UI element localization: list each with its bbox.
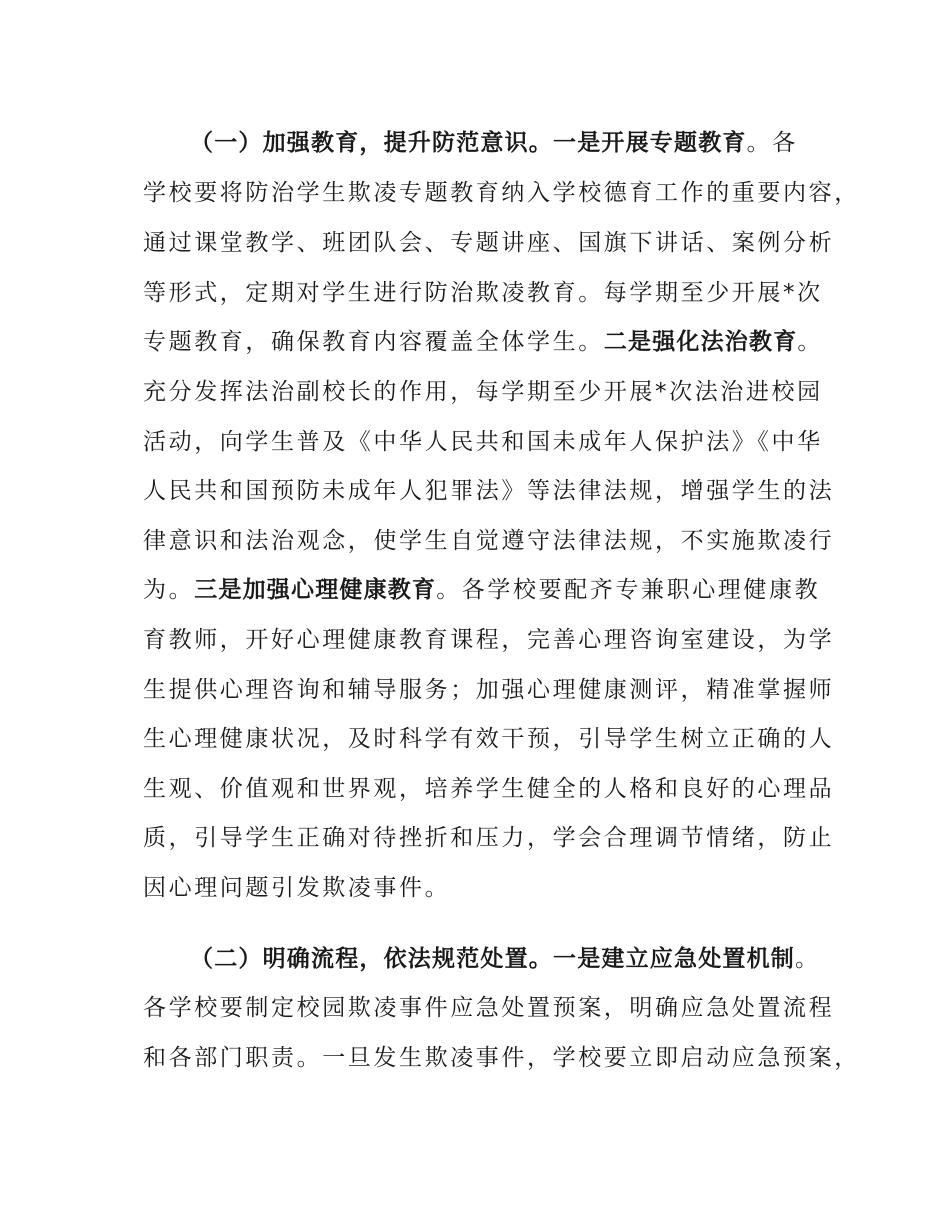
paragraph-1-line-7 [143, 425, 833, 459]
section-heading-1: （一）加强教育，提升防范意识。 [190, 130, 553, 156]
text-run: 生提供心理咨询和辅导服务；加强心理健康测评，精准掌握师 [143, 677, 835, 703]
paragraph-1-line-6 [143, 375, 833, 409]
text-run: 充分发挥法治副校长的作用，每学期至少开展*次法治进校园 [143, 379, 823, 405]
text-run: 育教师，开好心理健康教育课程，完善心理咨询室建设，为学 [143, 627, 835, 653]
text-run: 因心理问题引发欺凌事件。 [143, 875, 451, 901]
paragraph-1-line-1 [190, 126, 830, 160]
text-run: 活动，向学生普及《中华人民共和国未成年人保护法》《中华 [143, 429, 823, 455]
text-run: 质，引导学生正确对待挫折和压力，学会合理调节情绪，防止 [143, 825, 835, 851]
text-run: 和各部门职责。一旦发生欺凌事件，学校要立即启动应急预案， [143, 1045, 860, 1071]
sub-heading-3: 三是加强心理健康教育 [194, 577, 437, 603]
text-run: 通过课堂教学、班团队会、专题讲座、国旗下讲话、案例分析 [143, 230, 835, 256]
text-run: 。 [795, 946, 821, 972]
paragraph-1-line-10 [143, 573, 833, 607]
paragraph-1-line-16 [143, 871, 833, 905]
paragraph-2-line-1 [190, 942, 830, 976]
sub-heading-4: 一是建立应急处置机制 [553, 946, 795, 972]
text-run: 。 [797, 329, 824, 355]
paragraph-1-line-8 [143, 474, 833, 508]
paragraph-1-line-12 [143, 673, 833, 707]
text-run: 人民共和国预防未成年人犯罪法》等法律法规，增强学生的法 [143, 478, 835, 504]
paragraph-1-line-9 [143, 524, 833, 558]
paragraph-1-line-3 [143, 226, 833, 260]
text-run: 律意识和法治观念，使学生自觉遵守法律法规，不实施欺凌行 [143, 528, 835, 554]
text-run: 专题教育，确保教育内容覆盖全体学生。 [143, 329, 604, 355]
text-run: 等形式，定期对学生进行防治欺凌教育。每学期至少开展*次 [143, 280, 823, 306]
section-heading-2: （二）明确流程，依法规范处置。 [190, 946, 553, 972]
text-run: 生观、价值观和世界观，培养学生健全的人格和良好的心理品 [143, 776, 835, 802]
paragraph-2-line-3 [143, 1041, 860, 1075]
paragraph-1-line-5 [143, 325, 833, 359]
paragraph-1-line-2 [143, 176, 860, 210]
text-run: 各学校要制定校园欺凌事件应急处置预案，明确应急处置流程 [143, 995, 835, 1021]
text-run: 。各 [746, 130, 798, 156]
paragraph-1-line-13 [143, 722, 833, 756]
text-run: 。各学校要配齐专兼职心理健康教 [436, 577, 821, 603]
text-run: 为。 [143, 577, 195, 603]
paragraph-2-line-2 [143, 991, 833, 1025]
text-run: 生心理健康状况，及时科学有效干预，引导学生树立正确的人 [143, 726, 835, 752]
paragraph-1-line-15 [143, 821, 833, 855]
text-run: 学校要将防治学生欺凌专题教育纳入学校德育工作的重要内容， [143, 180, 860, 206]
paragraph-1-line-11 [143, 623, 833, 657]
sub-heading-2: 二是强化法治教育 [603, 329, 798, 355]
sub-heading-1: 一是开展专题教育 [553, 130, 747, 156]
paragraph-1-line-4 [143, 276, 833, 310]
paragraph-1-line-14 [143, 772, 833, 806]
